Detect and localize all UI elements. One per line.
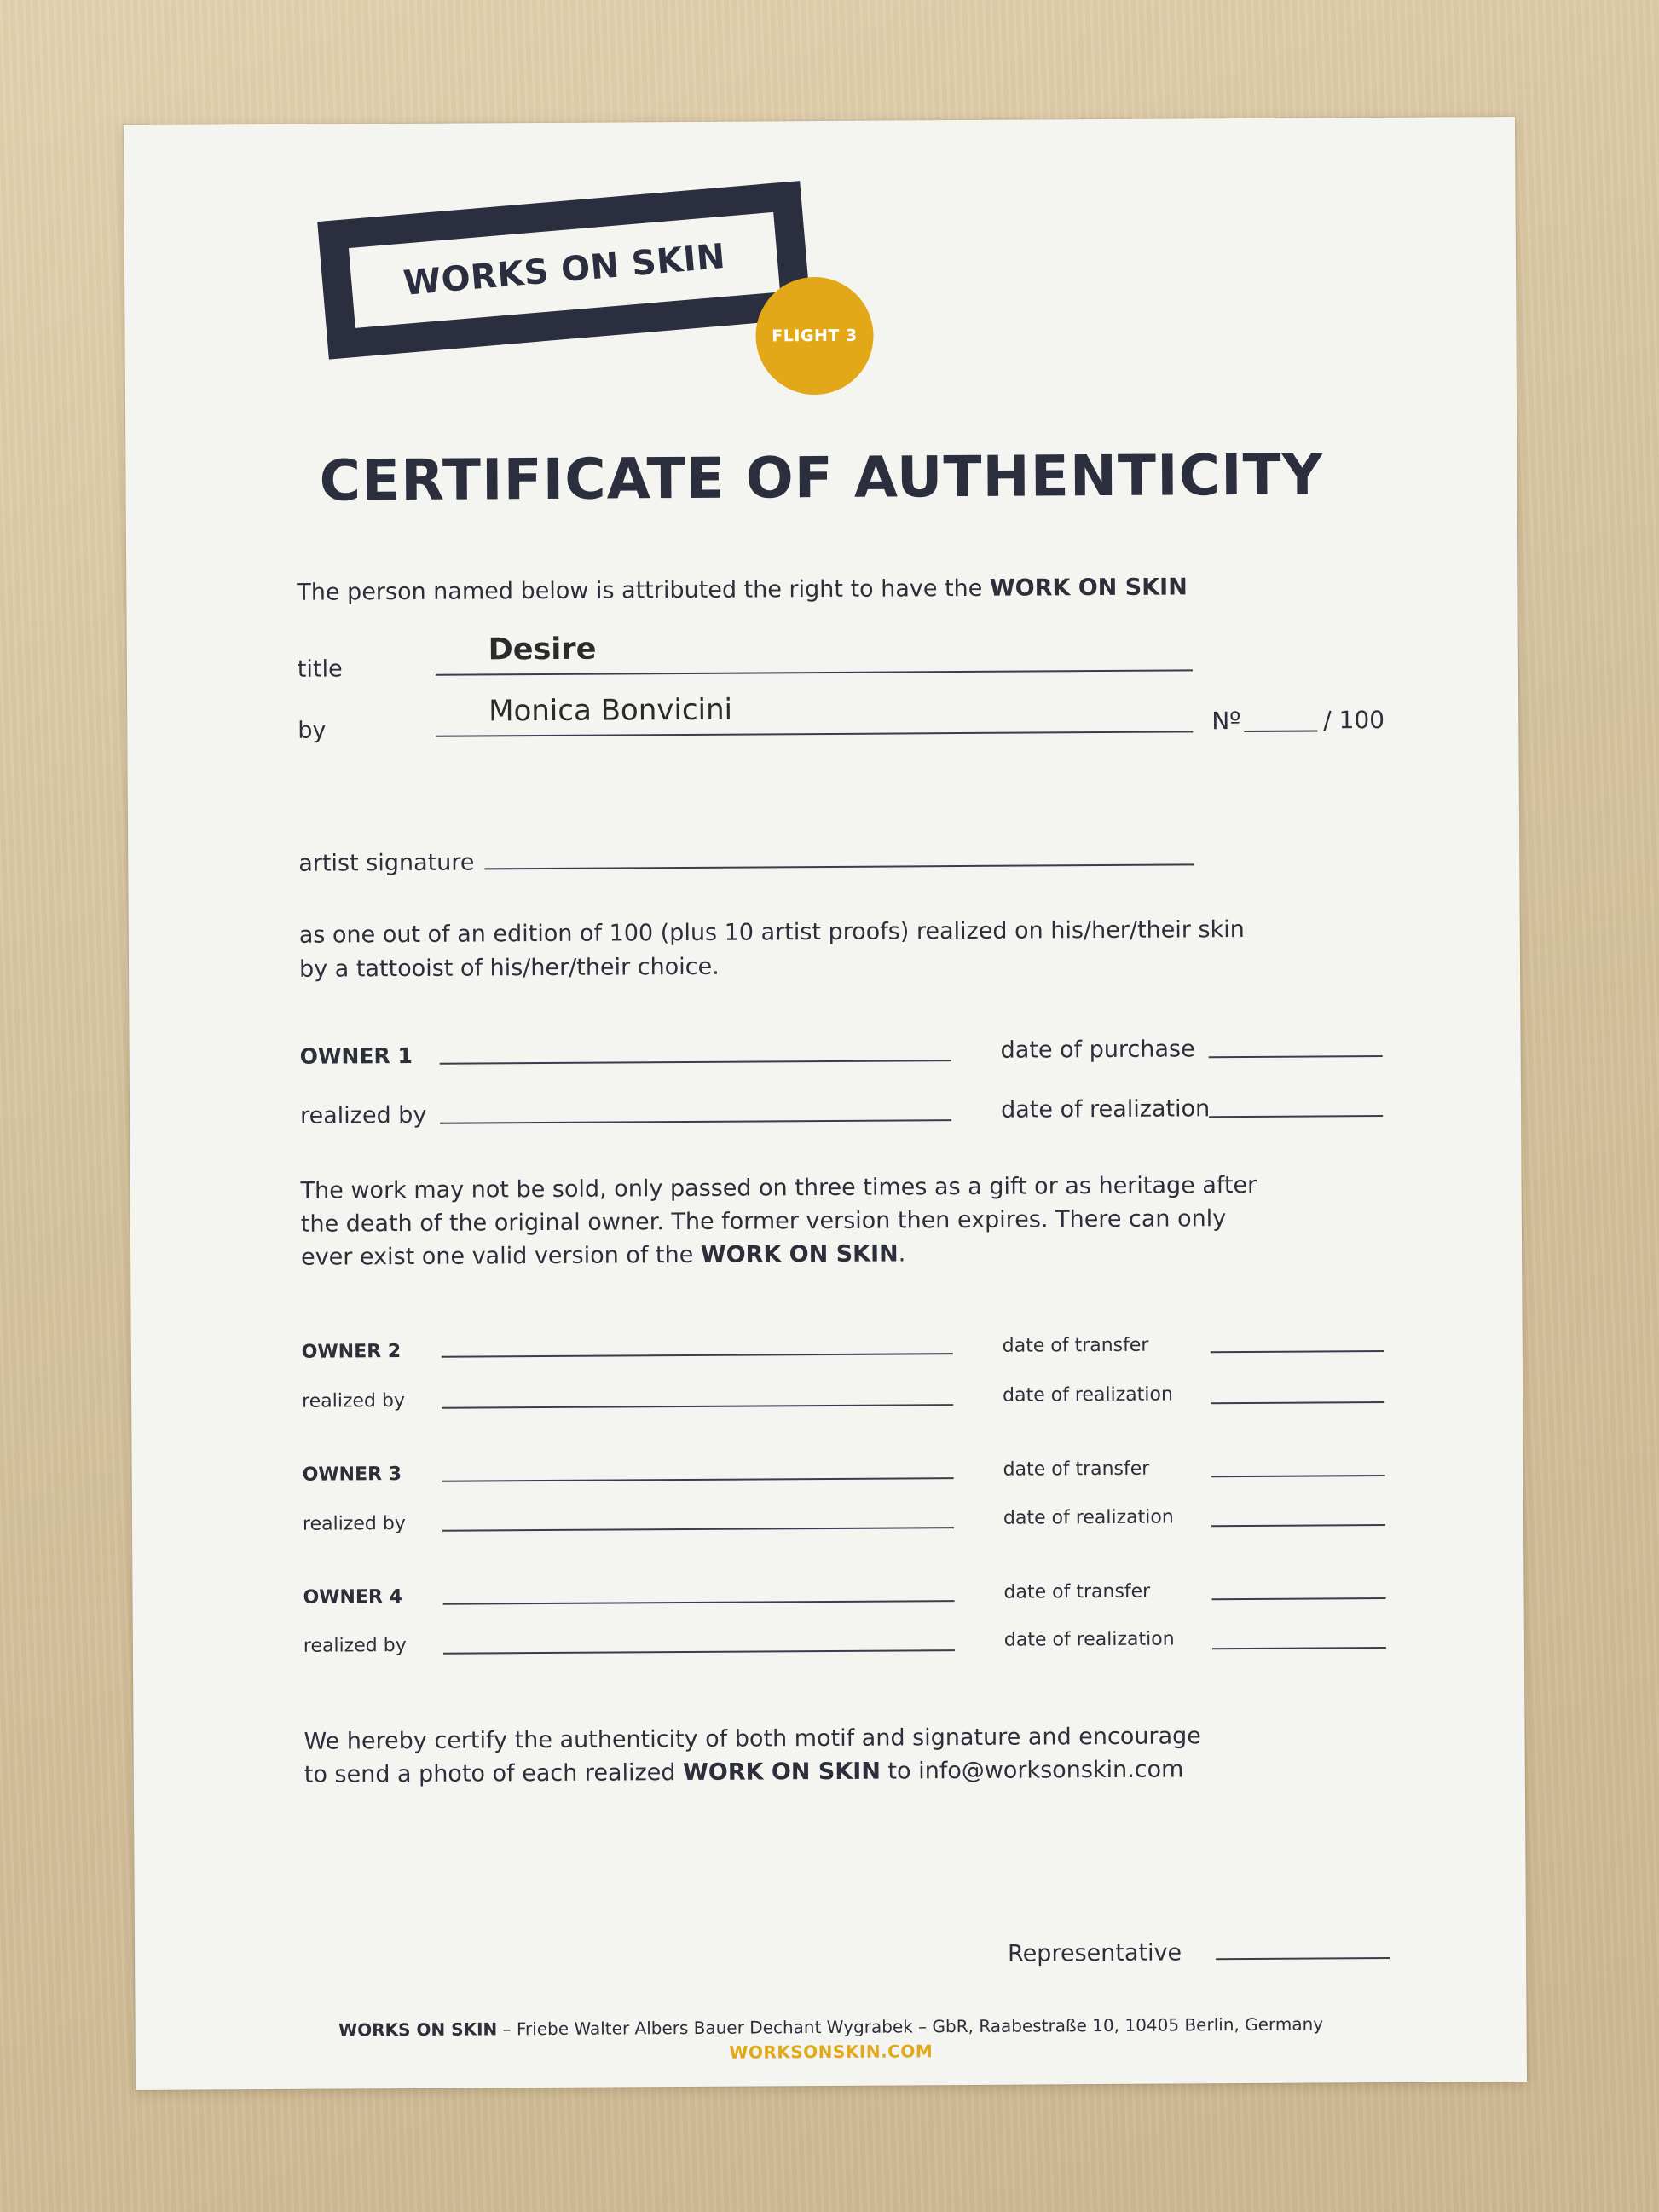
certificate-paper (124, 117, 1527, 2090)
transfer-line-3 (301, 1237, 905, 1274)
title-line (436, 669, 1193, 675)
footer-company-bold: WORKS ON SKIN (338, 2019, 498, 2041)
closing-line-2 (304, 1753, 1184, 1792)
badge-text: FLIGHT 3 (772, 326, 858, 346)
owner1-label: OWNER 1 (299, 1042, 413, 1069)
owner4-date-transfer-line (1212, 1597, 1386, 1600)
owner4-realized-line (443, 1649, 955, 1655)
representative-line (1216, 1957, 1390, 1960)
intro-bold: WORK ON SKIN (989, 574, 1188, 602)
owner1-date-purchase-label: date of purchase (1000, 1036, 1195, 1064)
transfer-line-3-suffix: . (898, 1240, 906, 1268)
owner3-date-realization-line (1211, 1524, 1385, 1527)
footer-url[interactable]: WORKSONSKIN.COM (729, 2041, 934, 2063)
owner1-date-purchase-line (1209, 1055, 1383, 1058)
closing-line-2-bold: WORK ON SKIN (682, 1758, 881, 1787)
footer-company-rest: – Friebe Walter Albers Bauer Dechant Wygrabek – GbR, Raabestraße 10, 10405 Berlin, Germany (502, 2013, 1324, 2040)
title-value: Desire (488, 632, 597, 667)
closing-line-2-suffix: to info@worksonskin.com (887, 1756, 1184, 1785)
owner4-label: OWNER 4 (303, 1586, 402, 1608)
by-line (436, 731, 1193, 736)
closing-line-1: We hereby certify the authenticity of both motif and signature and encourage (303, 1723, 1201, 1755)
edition-line-2: by a tattooist of his/her/their choice. (298, 953, 720, 983)
by-value: Monica Bonvicini (488, 692, 733, 729)
owner1-realized-label: realized by (299, 1101, 427, 1129)
number-suffix: / 100 (1323, 705, 1385, 735)
transfer-line-3-bold: WORK ON SKIN (700, 1240, 899, 1268)
owner2-date-realization-label: date of realization (1003, 1383, 1173, 1406)
owner3-line (442, 1477, 954, 1482)
owner4-date-transfer-label: date of transfer (1003, 1580, 1151, 1603)
owner2-date-realization-line (1211, 1401, 1384, 1404)
signature-line (484, 863, 1194, 869)
works-on-skin-logo (317, 181, 812, 359)
owner2-date-transfer-line (1211, 1350, 1384, 1353)
owner3-label: OWNER 3 (302, 1464, 402, 1486)
transfer-line-3-prefix: ever exist one valid version of the (300, 1241, 694, 1271)
by-label: by (298, 717, 327, 744)
owner1-realized-line (440, 1119, 951, 1124)
signature-label: artist signature (298, 849, 475, 877)
page-title: CERTIFICATE OF AUTHENTICITY (319, 442, 1324, 514)
footer-company (136, 2013, 1527, 2042)
number-line (1244, 730, 1317, 732)
owner4-date-realization-label: date of realization (1003, 1628, 1175, 1651)
representative-label: Representative (1008, 1939, 1182, 1967)
owner2-line (442, 1353, 953, 1358)
owner3-date-realization-label: date of realization (1003, 1506, 1174, 1529)
owner2-realized-label: realized by (302, 1390, 406, 1412)
owner1-date-realization-line (1209, 1115, 1383, 1118)
closing-line-2-prefix: to send a photo of each realized (303, 1759, 676, 1788)
owner4-date-realization-line (1212, 1647, 1386, 1649)
flight-badge (755, 277, 874, 396)
logo-text: WORKS ON SKIN (402, 236, 727, 303)
transfer-line-1: The work may not be sold, only passed on three times as a gift or as heritage after (300, 1171, 1257, 1204)
edition-line-1: as one out of an edition of 100 (plus 10 artist proofs) realized on his/her/their skin (298, 915, 1245, 949)
owner4-realized-label: realized by (303, 1635, 407, 1657)
owner3-realized-line (442, 1527, 954, 1532)
owner1-line (440, 1060, 951, 1065)
title-label: title (297, 656, 343, 683)
intro-text (297, 570, 1188, 609)
owner3-date-transfer-label: date of transfer (1003, 1458, 1150, 1481)
owner3-date-transfer-line (1211, 1475, 1385, 1477)
owner3-realized-label: realized by (302, 1513, 406, 1535)
number-prefix: Nº (1211, 707, 1241, 736)
owner4-line (443, 1600, 955, 1605)
owner2-realized-line (442, 1404, 953, 1409)
owner2-label: OWNER 2 (301, 1341, 402, 1363)
transfer-line-2: the death of the original owner. The former version then expires. There can only (300, 1205, 1227, 1238)
owner2-date-transfer-label: date of transfer (1002, 1334, 1149, 1357)
owner1-date-realization-label: date of realization (1000, 1095, 1211, 1123)
intro-prefix: The person named below is attributed the right to have the (297, 575, 983, 606)
